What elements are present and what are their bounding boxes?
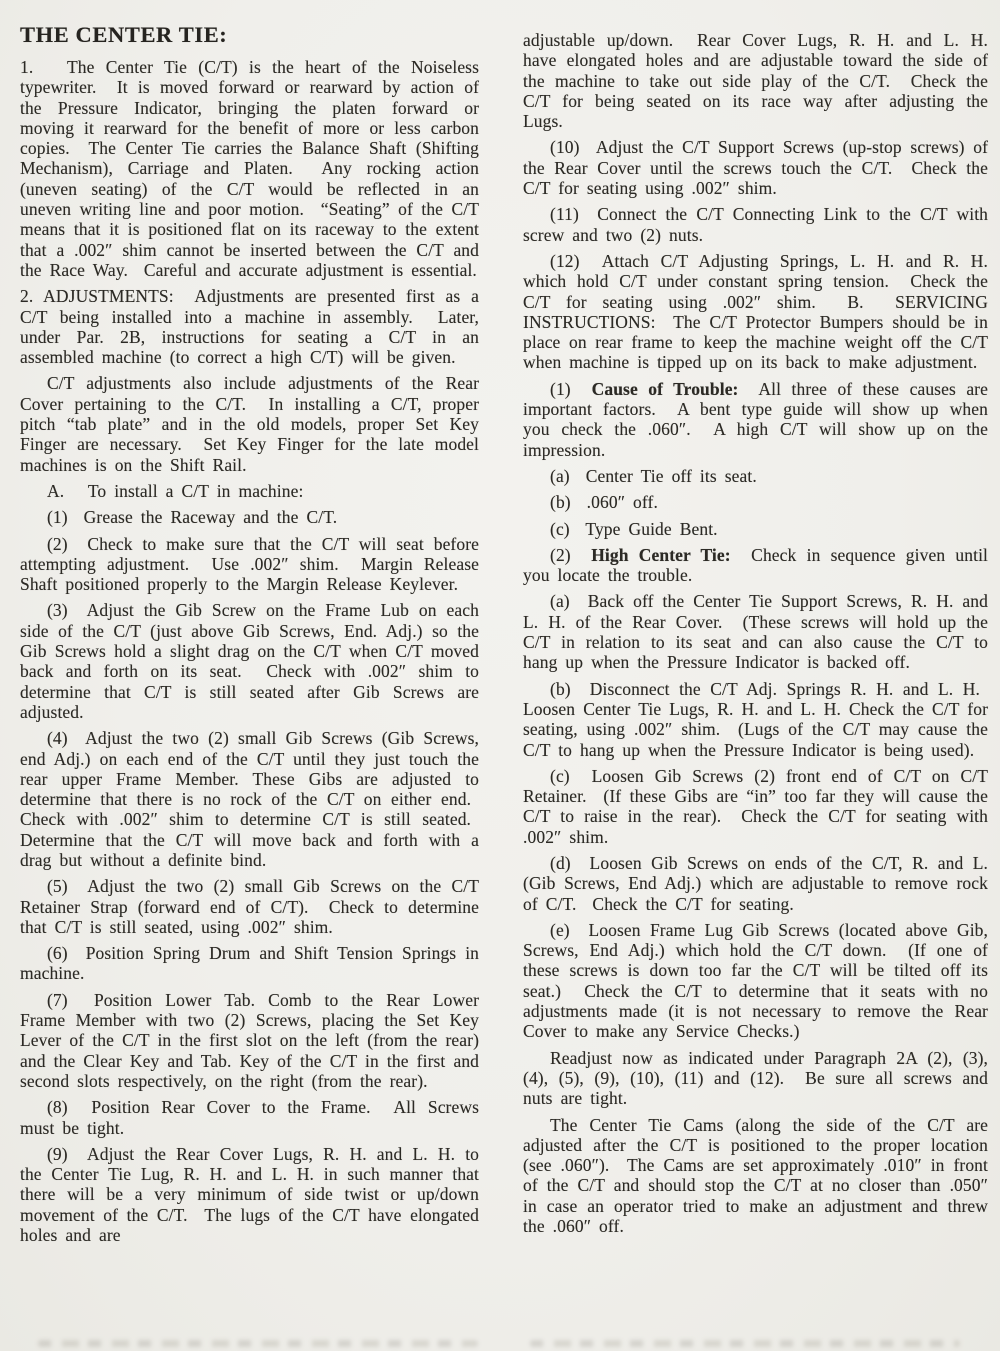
paragraph: (c) Loosen Gib Screws (2) front end of C/T on C/T Retainer. (If these Gibs are “in” too far they will cause the C/T to raise in the rear). Check the C/T for seating with .002″ shim. xyxy=(523,765,988,847)
paragraph: 1. The Center Tie (C/T) is the heart of the Noiseless typewriter. It is moved forward or rearward by action of the Pressure Indicator, bringing the platen forward or moving it rearward for the benefit of more or less carbon copies. The Center Tie carries the Balance Shaft (Shifting Mechanism), Carriage and Platen. Any rocking action (uneven seating) of the C/T would be reflected in an uneven writing line and poor motion. “Seating” of the C/T means that it is positioned flat on its raceway to the extent that a .002″ shim cannot be inserted between the C/T and the Race Way. Careful and accurate adjustment is essential. xyxy=(20,57,480,280)
paragraph: (7) Position Lower Tab. Comb to the Rear Lower Frame Member with two (2) Screws, placing the Set Key Lever of the C/T in the first slot on the left (from the rear) and the Clear Key and Tab. Key of the C/T in the first and second slots respectively, on the right (from the rear). xyxy=(20,989,480,1091)
paragraph: (4) Adjust the two (2) small Gib Screws (Gib Screws, end Adj.) on each end of the C/T until they just touch the rear upper Frame Member. These Gibs are adjusted to determine that there is no rock of the C/T on either end. Check with .002″ shim to determine C/T is still seated. Determine that the C/T will move back and forth with a drag but without a definite bind. xyxy=(20,728,480,870)
paragraph: (e) Loosen Frame Lug Gib Screws (located above Gib, Screws, End Adj.) which hold the C/T down. (If one of these screws is down too far the C/T will be tilted off its seat.) Check the C/T to determine that it seats with no adjustments made (it is not necessary to remove the Rear Cover to make any Service Checks.) xyxy=(523,919,988,1042)
scan-artifact xyxy=(38,1340,478,1347)
paragraph: Readjust now as indicated under Paragraph 2A (2), (3), (4), (5), (9), (10), (11) and (12). Be sure all screws and nuts are tight. xyxy=(523,1047,988,1109)
paragraph: adjustable up/down. Rear Cover Lugs, R. H. and L. H. have elongated holes and are adjustable toward the side of the machine to take out side play of the C/T. Check the C/T for being seated on its race way after adjusting the Lugs. xyxy=(523,30,988,132)
paragraph: (d) Loosen Gib Screws on ends of the C/T, R. and L. (Gib Screws, End Adj.) which are adjustable to remove rock of C/T. Check the C/T for seating. xyxy=(523,852,988,914)
paragraph: A. To install a C/T in machine: xyxy=(47,480,304,501)
paragraph: (10) Adjust the C/T Support Screws (up-stop screws) of the Rear Cover until the screws touch the C/T. Check the C/T for seating using .002″ shim. xyxy=(523,137,988,199)
paragraph: (5) Adjust the two (2) small Gib Screws on the C/T Retainer Strap (forward end of C/T). Check to determine that C/T is still seated, using .002″ shim. xyxy=(20,876,480,937)
paragraph: (a) Back off the Center Tie Support Screws, R. H. and L. H. of the Rear Cover. (These screws will hold up the C/T in relation to its seat and can also cause the C/T to hang up when the Pressure Indicator is backed off. xyxy=(523,591,988,673)
paragraph: (3) Adjust the Gib Screw on the Frame Lub on each side of the C/T (just above Gib Screws, End. Adj.) so the Gib Screws hold a slight drag on the C/T when C/T moved back and forth on its seat. Check with .002″ shim to determine that C/T is still seated after Gib Screws are adjusted. xyxy=(20,600,480,722)
paragraph: (12) Attach C/T Adjusting Springs, L. H. and R. H. which hold C/T under constant spring tension. Check the C/T for seating using .002″ shim. B. SERVICING INSTRUCTIONS: The C/T Protector Bumpers should be in place on rear frame to keep the machine weight off the C/T when machine is tipped up on its back to make adjustment. xyxy=(523,250,988,373)
paragraph: (1) Grease the Raceway and the C/T. xyxy=(47,507,338,528)
paragraph: (a) Center Tie off its seat. xyxy=(550,465,757,486)
paragraph: (6) Position Spring Drum and Shift Tension Springs in machine. xyxy=(20,943,480,984)
paragraph: (b) Disconnect the C/T Adj. Springs R. H. and L. H. Loosen Center Tie Lugs, R. H. and L. H. Check the C/T for seating, using .002″ shim. (Lugs of the C/T may cause the C/T to hang up when the Pressure Indicator is being used). xyxy=(523,678,988,760)
paragraph: (2) High Center Tie: Check in sequence given until you locate the trouble. xyxy=(523,544,989,586)
paragraph: (9) Adjust the Rear Cover Lugs, R. H. and L. H. to the Center Tie Lug, R. H. and L. H. in such manner that there will be a very minimum of side twist or up/down movement of the C/T. The lugs of the C/T have elongated holes and are xyxy=(20,1143,480,1246)
column-left xyxy=(20,22,479,1251)
paragraph: The Center Tie Cams (along the side of the C/T are adjusted after the C/T is positioned to the proper location (see .060″). The Cams are set approximately .010″ in front of the C/T and should stop the C/T at no closer than .050″ in case an operator tried to make an adjustment and threw the .060″ off. xyxy=(523,1114,988,1237)
paragraph: (2) Check to make sure that the C/T will seat before attempting adjustment. Use .002″ shim. Margin Release Shaft positioned properly to the Margin Release Keylever. xyxy=(20,533,480,595)
paragraph: C/T adjustments also include adjustments of the Rear Cover pertaining to the C/T. In installing a C/T, proper pitch “tab plate” and in the old models, proper Set Key Finger are necessary. Set Key Finger for the late model machines is on the Shift Rail. xyxy=(20,373,480,475)
paragraph: (c) Type Guide Bent. xyxy=(550,518,718,539)
paragraph: (8) Position Rear Cover to the Frame. All Screws must be tight. xyxy=(20,1097,480,1138)
page-title: THE CENTER TIE: xyxy=(20,22,228,47)
paragraph: 2. ADJUSTMENTS: Adjustments are presented first as a C/T being installed into a machine in assembly. Later, under Par. 2B, instructions for seating a C/T in an assembled machine (to correct a high C/T) will be given. xyxy=(20,286,480,368)
paragraph: (11) Connect the C/T Connecting Link to the C/T with screw and two (2) nuts. xyxy=(523,204,988,245)
scan-artifact xyxy=(530,1340,960,1347)
paragraph: (1) Cause of Trouble: All three of these causes are important factors. A bent type guide will show up when you check the .060″. A high C/T will show up on the impression. xyxy=(523,378,988,460)
paragraph: (b) .060″ off. xyxy=(550,492,658,513)
column-right xyxy=(523,22,988,1251)
